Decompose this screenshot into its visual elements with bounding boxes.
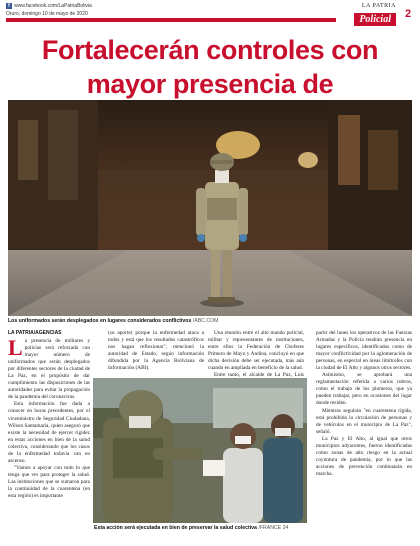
article-paragraph: Esta información fue dada a conocer en horas precedentes, por el viceministro de Seguridad Ciudadana, Wilson Santamaría, quien aseguró que existe la necesidad de ejercer rigidez en estas acciones en bien de la salud colectiva, considerando que los casos de la enfermedad todavía van en ascenso. (8, 401, 90, 464)
soldier-street-illustration (8, 100, 412, 316)
facebook-url[interactable]: www.facebook.com/LaPatriaBolivia (14, 3, 92, 9)
secondary-photo (93, 378, 307, 523)
article-paragraph: "Vamos a apoyar con todo lo que tenga que ver para proteger la salud. Las instituciones que se sumaron para la continuidad de la cuarentena (en esta región) es importante (8, 464, 90, 500)
article-column-1 (8, 335, 90, 544)
brand-block (354, 3, 396, 27)
photo-caption (94, 525, 288, 531)
agency-byline: LA PATRIA/AGENCIAS (8, 330, 62, 336)
article-paragraph: partir del lunes los operativos de las Fuerzas Armadas y la Policía tendrán presencia en lugares específicos, identificados como de mayor conflictividad por la aglomeración de personas, en especial en áreas limítrofes con la ciudad de El Alto y algunos otros sectores. (316, 330, 412, 372)
facebook-icon: f (6, 3, 12, 9)
article-paragraph: Una reunión entre el alto mando policial, militar y representantes de instituciones, entre ellos la Federación de Choferes Primero de Mayo y Andina, concluyó en que dicha decisión debe ser ejecutada, más aún cuando en ampliada en beneficio de la salud. (208, 330, 304, 372)
photo-caption (8, 318, 218, 324)
section-label: Policial (354, 13, 396, 26)
article-paragraph: Asimismo, se aprobará una reglamentación referida a varios rubros, como el trabajo de los plomeros, que ya pueden trabajar, pero en ocasiones del lugar donde residen. (316, 372, 412, 407)
social-link[interactable] (6, 3, 92, 9)
drop-cap: L (8, 335, 23, 360)
caption-text: Esta acción será ejecutada en bien de preservar la salud colectiva (94, 525, 257, 531)
article-paragraph: La Paz y El Alto, al igual que otros municipios adyacentes, fueron identificadas como zonas de alto riesgo en la actual coyuntura de pandemia, por lo que las acciones de prevención continuarán en marcha. (316, 435, 412, 477)
checkpoint-illustration (93, 378, 307, 523)
photo-credit: /ABC.COM (192, 318, 219, 324)
header-rule (6, 18, 336, 22)
article-paragraph: Mientras seguirán "en cuarentena rígida, está prohibida la circulación de personas y de vehículos en el municipio de La Paz", señaló. (316, 407, 412, 435)
caption-text: Los uniformados serán desplegados en lugares considerados conflictivos (8, 318, 192, 324)
page-number: 2 (400, 6, 416, 22)
dateline: Oruro, domingo 10 de mayo de 2020 (6, 11, 88, 17)
article-paragraph: La presencia de militares y policías será reforzada con mayor número de uniformados que serán desplegados por diferentes sectores de la ciudad de La Paz, en el propósito de dar cumplimiento las disposiciones de las autoridades para evitar la propagación de la pandemia del coronavirus. (8, 335, 90, 401)
article-paragraph: (su aporte) porque la enfermedad ataca a todos y está que los resultados catastróficos nos hagan reflexionar", mencionó la autoridad de Estado, según información difundida por la Agencia Boliviana de Información (ABI). (108, 330, 204, 372)
main-photo (8, 100, 412, 316)
article-column-2 (108, 330, 204, 376)
headline: Fortalecerán controles con mayor presencia de (41, 35, 379, 99)
photo-credit: /FRANCE 24 (258, 525, 289, 531)
page-header (0, 0, 420, 34)
article-column-4 (316, 330, 412, 544)
article-column-3 (208, 330, 304, 379)
brand-name: LA PATRIA (361, 3, 396, 9)
article-paragraph: Entre tanto, el alcalde de La Paz, Luis (214, 372, 304, 379)
